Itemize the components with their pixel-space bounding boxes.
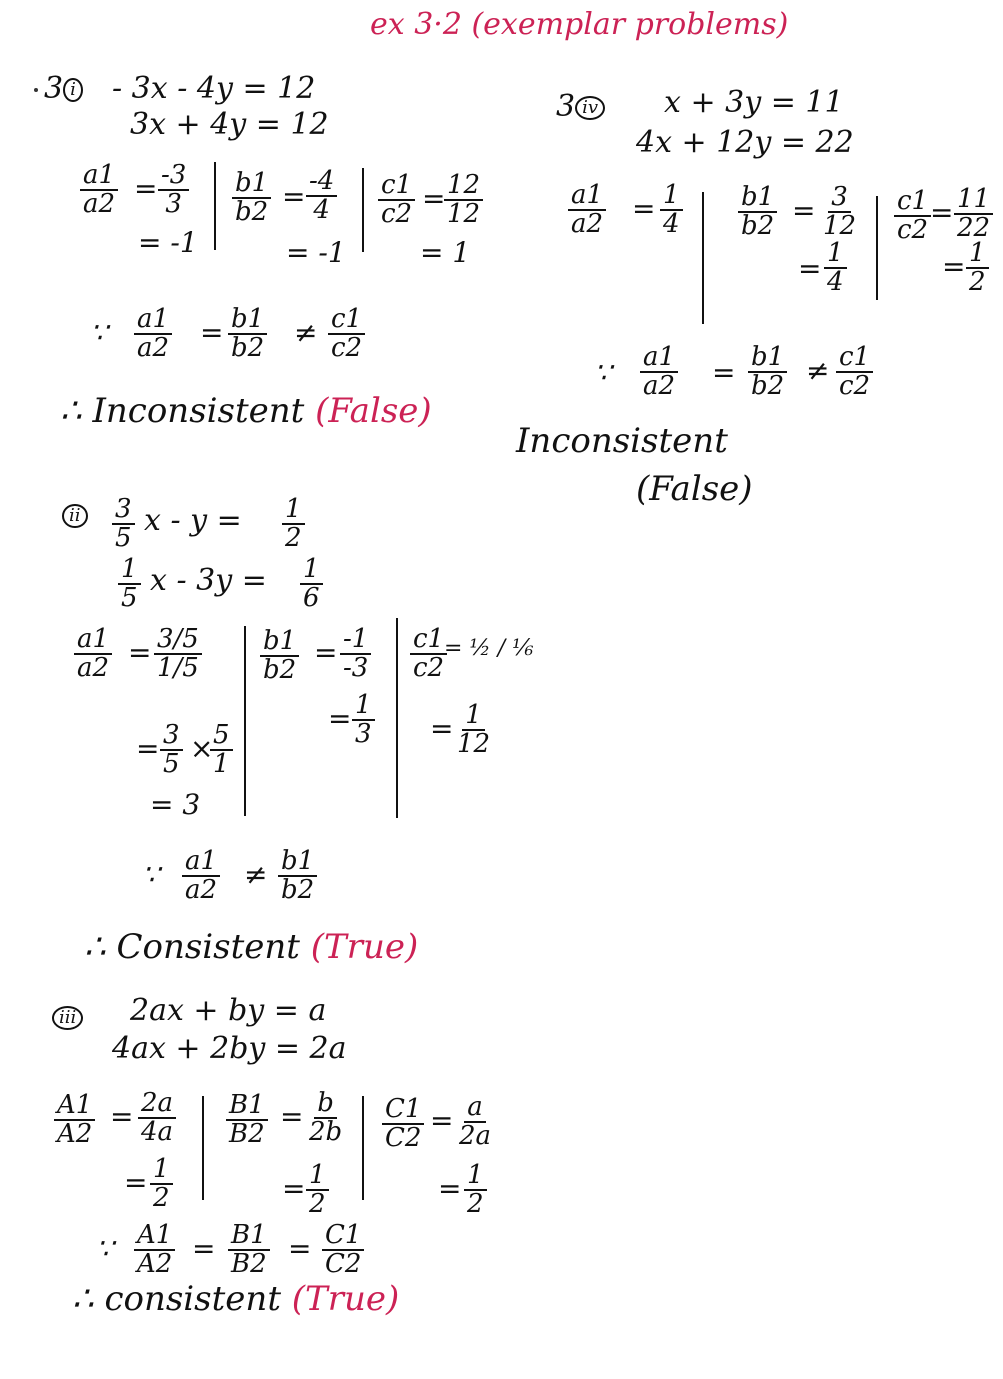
q2-ratio-a-step2-num: 5: [210, 722, 233, 751]
q3-ratio-c-result-num: 1: [464, 1162, 487, 1191]
q1-since-b: [228, 306, 267, 363]
q3-equation-1: 2ax + by = a: [130, 993, 327, 1028]
q2-c2: c2: [413, 653, 445, 684]
q2-ratio-c-result: [454, 702, 493, 759]
q4-since-rel-1: =: [712, 356, 736, 389]
q1-ratio-a-value-den: 3: [165, 189, 182, 220]
q1-since-a2: a2: [137, 333, 170, 364]
q2-ratio-a-step1-num: 3: [160, 722, 183, 751]
q3-since-A1: A1: [134, 1222, 175, 1251]
q1-equation-2: 3x + 4y = 12: [130, 107, 329, 142]
q1-since-rel-1: =: [200, 316, 224, 349]
q2-ratio-a-value-num: 3/5: [154, 626, 202, 655]
q4-since-b1: b1: [748, 344, 787, 373]
q1-verdict: (False): [315, 391, 432, 431]
q1-ratio-b-result: = -1: [286, 236, 346, 269]
q3-since-A2: A2: [137, 1249, 173, 1280]
q2-ratio-c-label: [410, 626, 447, 683]
q1-number: 3: [44, 71, 64, 106]
q2-since-a: [182, 848, 220, 905]
q4-part: iv: [575, 96, 605, 120]
q4-since-c1: c1: [836, 344, 873, 373]
q3-ratio-b-value-den: 2b: [309, 1117, 343, 1148]
q4-c2: c2: [897, 215, 929, 246]
q3-ratio-a-label: [54, 1092, 95, 1149]
q1-c1: c1: [378, 172, 415, 201]
q1-since-a: [134, 306, 172, 363]
q4-ratio-b-value: [820, 184, 859, 241]
q2-conclusion: Consistent: [116, 927, 300, 967]
q4-since-c: [836, 344, 873, 401]
q2-verdict: (True): [310, 927, 419, 967]
q4-ratio-b-result-den: 4: [827, 267, 844, 298]
q4-equation-1: x + 3y = 11: [664, 85, 844, 120]
q4-ratio-c-result: [966, 240, 989, 297]
q1-ratio-b-label: [232, 170, 271, 227]
q2-ratio-a-step-2: [210, 722, 233, 779]
q3-A1: A1: [54, 1092, 95, 1121]
q2-ratio-b-result-den: 3: [355, 719, 372, 750]
q3-therefore: ∴: [72, 1279, 94, 1319]
q4-ratio-c-value: [954, 186, 993, 243]
q3-part: iii: [52, 1006, 83, 1030]
q1-ratio-a-value-num: -3: [158, 162, 189, 191]
q4-since-c2: c2: [839, 371, 871, 402]
q1-ratio-b-value-den: 4: [313, 195, 330, 226]
q2-eq2-rhs: [300, 556, 323, 613]
q3-equation-2: 4ax + 2by = 2a: [112, 1031, 347, 1066]
q3-conclusion: consistent: [104, 1279, 281, 1319]
q3-ratio-c-result: [464, 1162, 487, 1219]
q2-since-rel: ≠: [244, 858, 268, 891]
q4-since-a1: a1: [640, 344, 678, 373]
q1-divider-2: [362, 168, 364, 252]
q3-ratio-c-value-den: 2a: [459, 1121, 492, 1152]
q4-ratio-b-equals: =: [792, 194, 816, 227]
q4-ratio-a-equals: =: [632, 192, 656, 225]
q3-since-rel-1: =: [192, 1232, 216, 1265]
q1-a1: a1: [80, 162, 118, 191]
q2-eq1-rhs: [282, 496, 305, 553]
margin-dot: [34, 88, 38, 92]
q4-ratio-b-value-num: 3: [828, 184, 851, 213]
q2-ratio-c-value: = ½ / ⅙: [444, 636, 534, 661]
q4-ratio-c-res-lead: =: [942, 250, 966, 283]
q1-equation-1: - 3x - 4y = 12: [112, 71, 316, 106]
q1-label: [44, 71, 83, 106]
q3-ratio-c-equals: =: [430, 1104, 454, 1137]
q4-divider-1: [702, 192, 704, 324]
q3-since-c: [322, 1222, 364, 1279]
q3-A2: A2: [57, 1119, 93, 1150]
q2-ratio-b-equals: =: [314, 636, 338, 669]
q3-ratio-b-result-den: 2: [309, 1189, 326, 1220]
q1-conclusion: Inconsistent: [92, 391, 305, 431]
q4-number: 3: [556, 89, 576, 124]
q3-ratio-c-result-den: 2: [467, 1189, 484, 1220]
q3-ratio-c-res-lead: =: [438, 1172, 462, 1205]
q3-divider-2: [362, 1096, 364, 1200]
q3-ratio-a-result-num: 1: [150, 1156, 173, 1185]
q1-since-rel-2: ≠: [294, 316, 318, 349]
q4-verdict: (False): [636, 469, 753, 509]
q3-ratio-b-value: [306, 1090, 345, 1147]
q2-since-a1: a1: [182, 848, 220, 877]
q2-a1: a1: [74, 626, 112, 655]
q4-ratio-a-value-num: 1: [660, 182, 683, 211]
q3-ratio-a-res-lead: =: [124, 1166, 148, 1199]
q3-ratio-a-result-den: 2: [153, 1183, 170, 1214]
q2-ratio-b-label: [260, 628, 299, 685]
q2-b1: b1: [260, 628, 299, 657]
q3-since-C2: C2: [325, 1249, 362, 1280]
q3-ratio-b-value-num: b: [314, 1090, 337, 1119]
q3-B2: B2: [229, 1119, 265, 1150]
q4-ratio-a-value-den: 4: [663, 209, 680, 240]
q2-therefore: ∴: [84, 927, 106, 967]
q4-since-a2: a2: [643, 371, 676, 402]
q4-since-b2: b2: [751, 371, 785, 402]
q2-b2: b2: [263, 655, 297, 686]
q1-since-b2: b2: [231, 333, 265, 364]
q4-b1: b1: [738, 184, 777, 213]
q4-ratio-b-res-lead: =: [798, 252, 822, 285]
q4-ratio-c-value-num: 11: [954, 186, 993, 215]
q1-a2: a2: [83, 189, 116, 220]
q4-label: [556, 89, 605, 124]
q1-ratio-a-equals: =: [134, 172, 158, 205]
q3-ratio-a-value: [138, 1090, 176, 1147]
q4-ratio-a-label: [568, 182, 606, 239]
q2-ratio-b-value: [340, 626, 371, 683]
q1-since-b1: b1: [228, 306, 267, 335]
q2-ratio-a-value: [154, 626, 202, 683]
q4-a1: a1: [568, 182, 606, 211]
q4-ratio-a-value: [660, 182, 683, 239]
q2-eq1-rhs-den: 2: [285, 523, 302, 554]
q3-C1: C1: [382, 1096, 424, 1125]
q3-since-C1: C1: [322, 1222, 364, 1251]
q2-since-b: [278, 848, 317, 905]
q2-eq2-coef-den: 5: [121, 583, 138, 614]
q1-therefore: ∴: [60, 391, 82, 431]
q3-ratio-b-result: [306, 1162, 329, 1219]
q4-since-symbol: ∵: [594, 356, 612, 389]
q4-ratio-b-result-num: 1: [824, 240, 847, 269]
q4-since-rel-2: ≠: [806, 354, 830, 387]
q1-divider-1: [214, 162, 216, 250]
q3-since-B1: B1: [228, 1222, 270, 1251]
q2-eq2-coef-num: 1: [118, 556, 141, 585]
q1-since-c1: c1: [328, 306, 365, 335]
q3-ratio-c-value: [456, 1094, 494, 1151]
q3-ratio-c-label: [382, 1096, 424, 1153]
q3-ratio-b-equals: =: [280, 1100, 304, 1133]
q2-eq1-coef-den: 5: [115, 523, 132, 554]
q2-ratio-a-step-times: ×: [190, 732, 214, 765]
q1-ratio-c-equals: =: [422, 182, 446, 215]
q4-ratio-b-value-den: 12: [823, 211, 857, 242]
q1-b2: b2: [235, 197, 269, 228]
page-title: ex 3·2 (exemplar problems): [370, 7, 789, 42]
q1-ratio-b-equals: =: [282, 180, 306, 213]
q2-ratio-c-result-den: 12: [457, 729, 491, 760]
q1-ratio-c-value-den: 12: [447, 199, 481, 230]
q3-verdict: (True): [291, 1279, 400, 1319]
q2-part: ii: [62, 504, 88, 528]
q2-ratio-b-result: [352, 692, 375, 749]
q2-divider-1: [244, 626, 246, 816]
q4-ratio-c-label: [894, 188, 931, 245]
q1-since-c: [328, 306, 365, 363]
q1-ratio-c-value: [444, 172, 483, 229]
q3-ratio-a-result: [150, 1156, 173, 1213]
q4-divider-2: [876, 196, 878, 300]
q2-ratio-a-step-lead: =: [136, 732, 160, 765]
q3-ratio-a-equals: =: [110, 1100, 134, 1133]
q4-ratio-c-result-den: 2: [969, 267, 986, 298]
q2-eq1-rest: x - y =: [144, 503, 242, 538]
q2-eq1-coef-num: 3: [112, 496, 135, 525]
q2-ratio-a-step2-den: 1: [213, 749, 230, 780]
q3-ratio-b-result-num: 1: [306, 1162, 329, 1191]
q2-ratio-a-result: = 3: [150, 788, 201, 821]
q2-eq2-rhs-den: 6: [303, 583, 320, 614]
q4-since-b: [748, 344, 787, 401]
q1-ratio-c-label: [378, 172, 415, 229]
q3-divider-1: [202, 1096, 204, 1200]
q3-C2: C2: [385, 1123, 422, 1154]
q2-ratio-b-result-num: 1: [352, 692, 375, 721]
q4-ratio-b-result: [824, 240, 847, 297]
q3-ratio-b-label: [226, 1092, 268, 1149]
q2-ratio-a-step-1: [160, 722, 183, 779]
q1-conclusion-line: [60, 391, 432, 431]
q2-since-b1: b1: [278, 848, 317, 877]
q2-ratio-c-res-lead: =: [430, 712, 454, 745]
q3-since-rel-2: =: [288, 1232, 312, 1265]
q2-ratio-b-res-lead: =: [328, 702, 352, 735]
q2-ratio-a-value-den: 1/5: [157, 653, 199, 684]
q1-c2: c2: [381, 199, 413, 230]
q4-since-a: [640, 344, 678, 401]
q4-c1: c1: [894, 188, 931, 217]
q3-conclusion-line: [72, 1279, 400, 1319]
q2-c1: c1: [410, 626, 447, 655]
q2-eq1-coef: [112, 496, 135, 553]
q2-eq2-coef: [118, 556, 141, 613]
q2-since-symbol: ∵: [142, 858, 160, 891]
q2-eq2-rest: x - 3y =: [150, 563, 267, 598]
q3-ratio-b-res-lead: =: [282, 1172, 306, 1205]
q2-label: [62, 500, 88, 530]
q1-since-symbol: ∵: [90, 316, 108, 349]
q1-ratio-b-value: [306, 168, 337, 225]
q3-since-b: [228, 1222, 270, 1279]
q3-label: [52, 1002, 83, 1032]
q1-ratio-c-result: = 1: [420, 236, 471, 269]
q1-ratio-c-value-num: 12: [444, 172, 483, 201]
q1-part: i: [63, 78, 83, 102]
q2-since-a2: a2: [185, 875, 218, 906]
q3-ratio-a-value-den: 4a: [141, 1117, 174, 1148]
q4-ratio-c-result-num: 1: [966, 240, 989, 269]
q2-ratio-a-step1-den: 5: [163, 749, 180, 780]
q1-ratio-b-value-num: -4: [306, 168, 337, 197]
q3-since-a: [134, 1222, 175, 1279]
q1-since-c2: c2: [331, 333, 363, 364]
q2-a2: a2: [77, 653, 110, 684]
q2-eq2-rhs-num: 1: [300, 556, 323, 585]
q2-ratio-a-label: [74, 626, 112, 683]
q4-b2: b2: [741, 211, 775, 242]
q4-conclusion: Inconsistent: [516, 421, 728, 461]
q2-divider-2: [396, 618, 398, 818]
q1-ratio-a-value: [158, 162, 189, 219]
q2-since-b2: b2: [281, 875, 315, 906]
q1-ratio-a-label: [80, 162, 118, 219]
q4-a2: a2: [571, 209, 604, 240]
q2-ratio-b-value-num: -1: [340, 626, 371, 655]
q4-ratio-c-equals: =: [930, 196, 954, 229]
q2-ratio-a-equals: =: [128, 636, 152, 669]
q3-B1: B1: [226, 1092, 268, 1121]
q1-ratio-a-result: = -1: [138, 226, 198, 259]
q3-since-B2: B2: [231, 1249, 267, 1280]
q2-conclusion-line: [84, 927, 419, 967]
q2-ratio-c-result-num: 1: [462, 702, 485, 731]
q1-since-a1: a1: [134, 306, 172, 335]
q3-ratio-c-value-num: a: [464, 1094, 486, 1123]
q1-b1: b1: [232, 170, 271, 199]
q4-ratio-c-value-den: 22: [957, 213, 991, 244]
q3-ratio-a-value-num: 2a: [138, 1090, 176, 1119]
q2-eq1-rhs-num: 1: [282, 496, 305, 525]
q3-since-symbol: ∵: [96, 1232, 114, 1265]
q4-equation-2: 4x + 12y = 22: [636, 125, 854, 160]
q4-ratio-b-label: [738, 184, 777, 241]
q2-ratio-b-value-den: -3: [343, 653, 369, 684]
